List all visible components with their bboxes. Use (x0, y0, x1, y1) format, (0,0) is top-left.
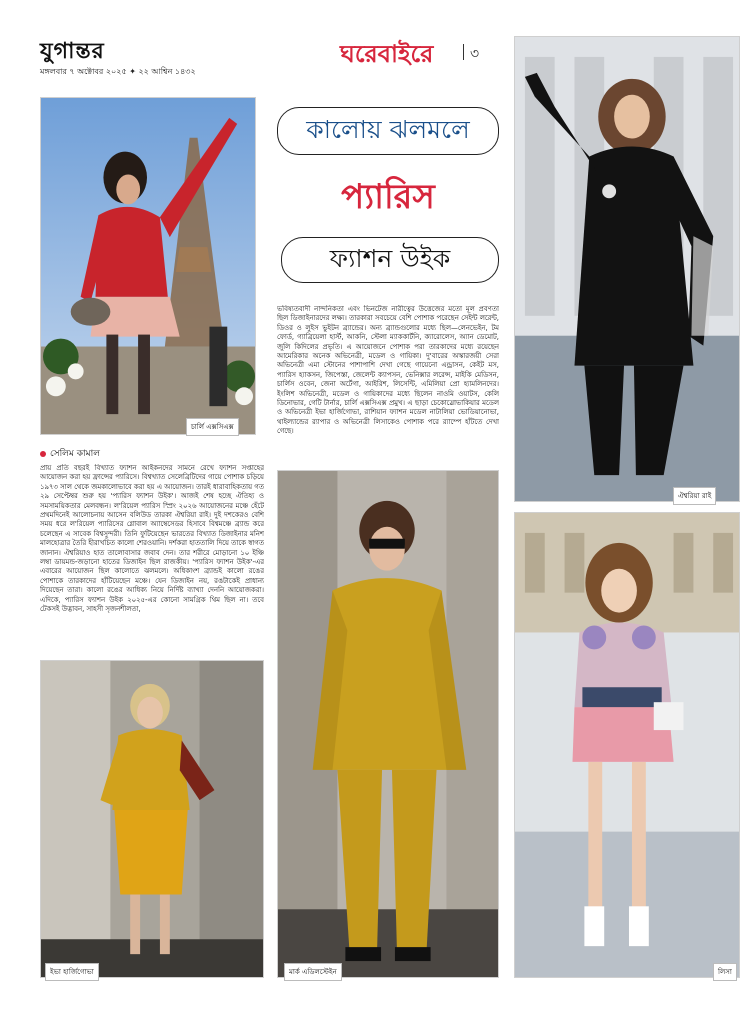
photo-charli-xcx (40, 97, 256, 435)
photo-aishwarya-rai-image (515, 37, 739, 501)
dateline: মঙ্গলবার ৭ অক্টোবর ২০২৫ ✦ ২২ আশ্বিন ১৪৩২ (40, 67, 196, 76)
caption-mark-eidelstein: মার্ক এডিলস্টেইন (284, 963, 342, 981)
photo-lisa-image (515, 513, 739, 977)
byline-bullet-icon (40, 451, 46, 457)
photo-eva-herzigova (40, 660, 264, 978)
section-title: ঘরেবাইরে (340, 39, 434, 68)
caption-charli-xcx: চার্লি এক্সসিএক্স (186, 418, 239, 436)
page-number: ৩ (470, 42, 479, 66)
photo-mark-eidelstein (277, 470, 499, 978)
photo-charli-xcx-image (41, 98, 255, 434)
headline-line-2: প্যারিস (341, 177, 435, 217)
byline-text: সেলিম কামাল (50, 449, 100, 459)
article-text-middle: ভবিষ্যতবাদী নান্দনিকতা এবং ভিনটেজ নারীত্বের উত্তেজের মতো মূল প্রবণতা ছিল ডিজাইনারদের লক্ষ্য। তারকারা সবচেয়ে বেশি পোশাক পরেছেন সেইন্ট লরেন্ট, ডিওর ও লুইস ভুইটন ব্র্যান্ডের। অন্য ব্র্যান্ডগুলোর মধ্যে ছিল—লেনভেইন, টম ফোর্ড, গ্যাব্রিয়েলা হার্স্ট, আকনি, স্টেলা ম্যাককার্টনি, ক্যারোলেস, অ্যান ডেমোট, জুলি কিদিলের প্রভৃতি। এ আয়োজনে পোশাক পরা তারকাদের মধ্যে রয়েছেন আমেরিকার অনেক অভিনেত্রী, মডেল ও গায়িকা। দু'বারের অস্কারজয়ী সেরা অভিনেত্রী এমা স্টোনের পাশাপাশি দেখা গেছে গায়েনো এন্ড্রাসন, কেইট মস, প্যারিস হ্যাকসন, জিপেস্তা, জেলেন্ট ক্যাপসন, ভেনিক্সার লরেন্স, মাইকি মেডিসন, চার্লিস ওবেন, জেনা অর্টেগা, আইরিশ, লিসেন্টি, এমিলিয়া প্রো হ্যামলিনদের। ইংলিশ অভিনেত্রী, মডেল ও গায়িকাদের মধ্যে ছিলেন নাওমি ওয়াটস, কেলি ডিনোভার, গেটি টার্নার, চার্লি এক্সসিএক্স প্রমুখ। এ ছাড়া চেকোস্লোভাকিয়ার মডেল ও অভিনেত্রী ইভা হার্জিগোভা, রাশিয়ান ফ্যাশন মডেল নাটালিয়া ভোডিয়ানোভা, থাইল্যান্ডের র‍্যাপার ও অভিনেত্রী লিসাকেও পোশাক পরে র‍্যাম্পে হাঁটতে দেখা গেছে। (277, 305, 499, 436)
photo-aishwarya-rai (514, 36, 740, 502)
photo-eva-herzigova-image (41, 661, 263, 977)
caption-aishwarya-rai: ঐশ্বরিয়া রাই (673, 487, 716, 505)
headline-line-1: কালোয় ঝলমলে (277, 107, 499, 155)
photo-mark-eidelstein-image (278, 471, 498, 977)
photo-lisa (514, 512, 740, 978)
article-text-left: প্রায় প্রতি বছরই বিখ্যাত ফ্যাশন আইকনদের সামনে রেখে ফ্যাশন সপ্তাহের আয়োজন করা হয় ফ্রান্সের প্যারিসে। বিশ্বখ্যাত সেলেব্রিটিদের গায়ে পোশাক চড়িয়ে ১৯৭৩ সাল থেকে জমকালোভাবে করা হয় এ আয়োজন। তারই ধারাবাহিকতায় গত ২৯ সেপ্টেম্বর শুরু হয় 'প্যারিস ফ্যাশন উইক'। আজই শেষ হচ্ছে ঐতিহ্য ও সমসাময়িকতার মেলবন্ধন। ল'রিয়েল প্যারিস স্প্রিং ২০২৬ আয়োজনের মঞ্চে হেঁটে প্রথমদিনেই আলোচনায় আসেন বলিউড তারকা ঐশ্বরিয়া রাই। দুই দশকেরও বেশি সময় ধরে ল'রিয়েল প্যারিসের গ্লোবাল অ্যাম্বেসেডর হিসাবে বিশ্বমঞ্চে ব্র্যান্ড করে চলেছেন এ সাবেক বিশ্বসুন্দরী। তিনি ফুটিয়েছেন ভারতের বিখ্যাত ডিজাইনার মনিশ মালহোত্রার তৈরি হীরাখচিত কালো শেরওয়ানি। দর্শকরা হাততালি দিয়ে তাকে স্বাগত জানান। ঐশ্বরিয়াও হাত তালোবাসার জবাব দেন। তার শরীরে মোড়ানো ১০ ইঞ্চি লম্বা ডায়মন্ড-জড়ানো হাতের ডিজাইন ছিল রাজকীয়। 'প্যারিস ফ্যাশন উইক'-এর এবারের আয়োজন ছিল কালোতে ঝলমলে। অধিকাংশ ব্র্যান্ডই কালো রঙের পোশাকে তারকাদের হাঁটিয়েছেন মঞ্চে। যেন ডিজাইন নয়, রঙটাকেই প্রাধান্য দিয়েছেন তারা। কালো রঙের আধিক্য নিয়ে নির্দিষ্ট ব্যাখ্যা দেননি আয়োজকরা। এদিকে, প্যারিস ফ্যাশন উইক ২০২৫-এর কোনো সামগ্রিক থিম ছিল না। তবে টেকসই উদ্ভাবন, সাহসী সৃজনশীলতা, (40, 464, 264, 614)
caption-lisa: লিসা (713, 963, 737, 981)
headline-line-3: ফ্যাশন উইক (281, 237, 499, 283)
byline (40, 446, 100, 461)
caption-eva-herzigova: ইভা হার্জিগোভা (45, 963, 99, 981)
masthead-logo: যুগান্তর (40, 38, 105, 64)
